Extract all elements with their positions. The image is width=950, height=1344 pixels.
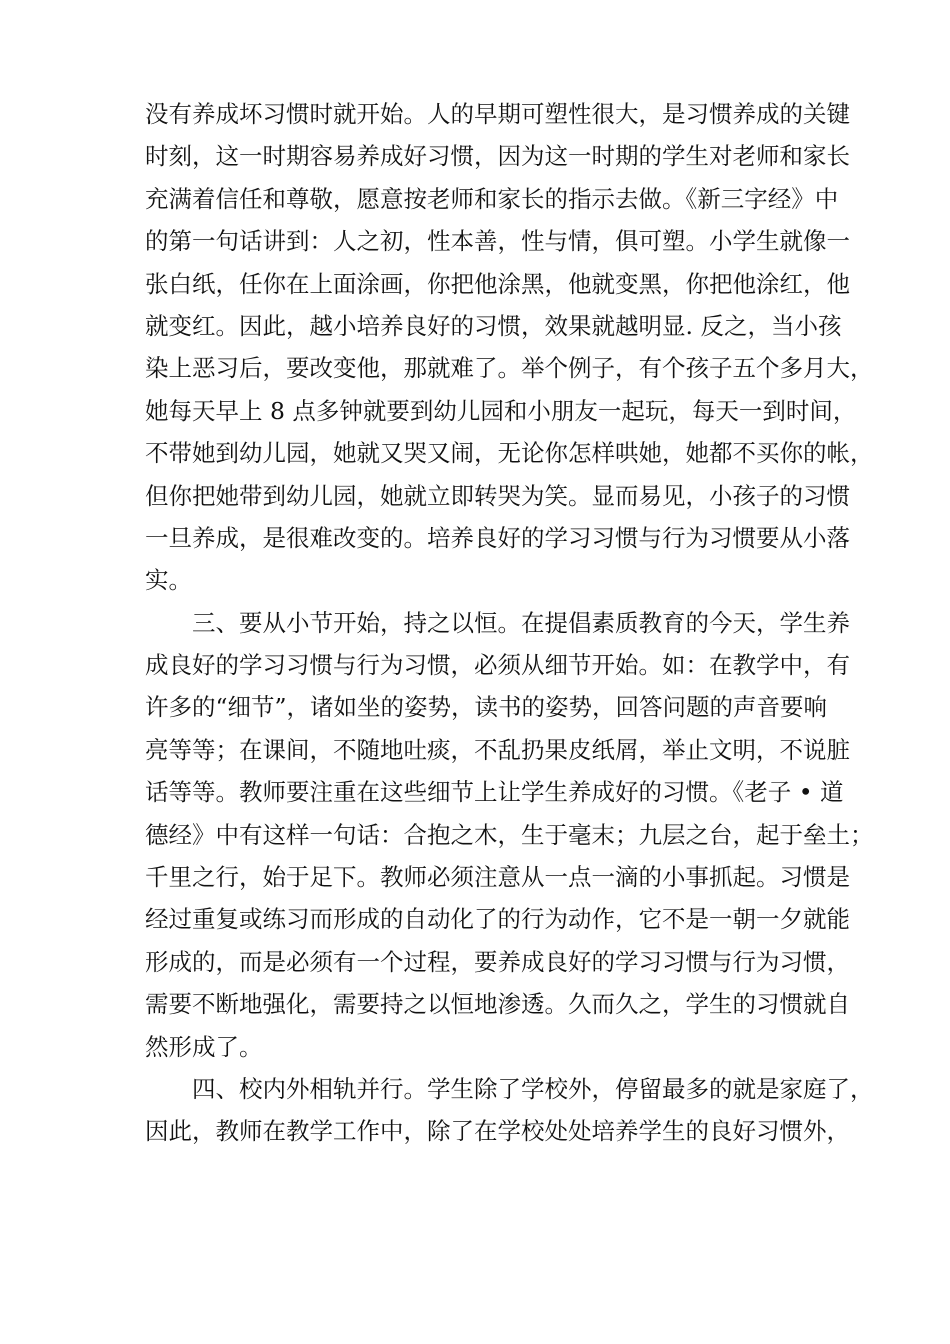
- text-line: 不带她到幼儿园，她就又哭又闹，无论你怎样哄她，她都不买你的帐，: [145, 439, 874, 468]
- text-line: 因此，教师在教学工作中，除了在学校处处培养学生的良好习惯外，: [145, 1117, 850, 1146]
- text-line: 充满着信任和尊敬，愿意按老师和家长的指示去做。《新三字经》中: [145, 184, 839, 213]
- text-line: 形成的，而是必须有一个过程，要养成良好的学习习惯与行为习惯，: [145, 947, 850, 976]
- text-line: 染上恶习后，要改变他，那就难了。举个例子，有个孩子五个多月大，: [145, 354, 874, 383]
- text-line: 需要不断地强化，需要持之以恒地渗透。久而久之，学生的习惯就自: [145, 990, 850, 1019]
- text-line: 的第一句话讲到：人之初，性本善，性与情，俱可塑。小学生就像一: [145, 227, 850, 256]
- document-body: [145, 93, 874, 1153]
- text-line: 一旦养成，是很难改变的。培养良好的学习习惯与行为习惯要从小落: [145, 523, 850, 552]
- text-line: 实。: [145, 566, 192, 595]
- text-line: 千里之行，始于足下。教师必须注意从一点一滴的小事抓起。习惯是: [145, 863, 850, 892]
- text-line: 亮等等；在课间，不随地吐痰，不乱扔果皮纸屑，举止文明，不说脏: [145, 735, 850, 764]
- text-line: 没有养成坏习惯时就开始。人的早期可塑性很大，是习惯养成的关键: [145, 100, 850, 128]
- text-line: 就变红。因此，越小培养良好的习惯，效果就越明显. 反之，当小孩: [145, 311, 842, 340]
- text-line: 许多的“细节”，诸如坐的姿势，读书的姿势，回答问题的声音要响: [145, 693, 828, 722]
- text-line: 时刻，这一时期容易养成好习惯，因为这一时期的学生对老师和家长: [145, 142, 850, 171]
- text-line: 张白纸，任你在上面涂画，你把他涂黑，他就变黑，你把他涂红，他: [145, 269, 850, 298]
- text-line: 经过重复或练习而形成的自动化了的行为动作，它不是一朝一夕就能: [145, 905, 850, 934]
- text-line: 成良好的学习习惯与行为习惯，必须从细节开始。如：在教学中，有: [145, 651, 850, 680]
- text-line: 但你把她带到幼儿园，她就立即转哭为笑。显而易见，小孩子的习惯: [145, 481, 850, 510]
- text-line: 话等等。教师要注重在这些细节上让学生养成好的习惯。《老子 • 道: [145, 778, 844, 807]
- text-line: 然形成了。: [145, 1032, 263, 1061]
- text-line: 德经》中有这样一句话：合抱之木，生于毫末；九层之台，起于垒土；: [145, 820, 874, 849]
- text-line: 她每天早上 8 点多钟就要到幼儿园和小朋友一起玩，每天一到时间，: [145, 396, 857, 425]
- paragraph-heading-line: 四、校内外相轨并行。学生除了学校外，停留最多的就是家庭了，: [192, 1074, 874, 1103]
- paragraph-heading-line: 三、要从小节开始，持之以恒。在提倡素质教育的今天，学生养: [192, 608, 850, 637]
